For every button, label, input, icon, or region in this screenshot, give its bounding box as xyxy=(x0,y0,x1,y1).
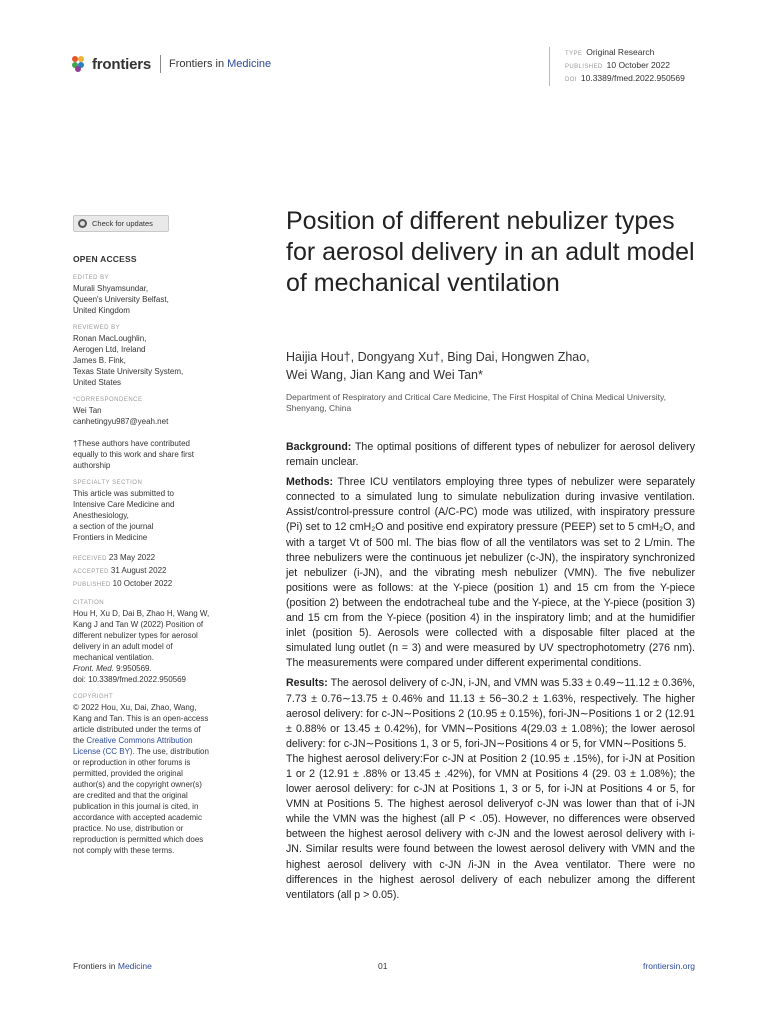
footer-journal: Frontiers in Medicine xyxy=(73,961,152,971)
affiliation: Department of Respiratory and Critical Care Medicine, The First Hospital of China Medical University, Shenyang, China xyxy=(286,392,666,413)
footer-site-link[interactable]: frontiersin.org xyxy=(643,961,695,971)
published-date-side: 10 October 2022 xyxy=(112,579,173,588)
specialty-section-label: SPECIALTY SECTION xyxy=(73,480,143,486)
open-access-label: OPEN ACCESS xyxy=(73,254,137,264)
accepted-date: 31 August 2022 xyxy=(110,566,167,575)
edited-by: Murali Shyamsundar, Queen's University Belfast, United Kingdom xyxy=(73,284,169,315)
correspondence-label: *CORRESPONDENCE xyxy=(73,397,143,403)
dates: RECEIVED 23 May 2022 ACCEPTED 31 August 2022 PUBLISHED 10 October 2022 xyxy=(73,553,173,588)
reviewed-by-label: REVIEWED BY xyxy=(73,325,121,331)
correspondence[interactable]: Wei Tan canhetingyu987@yeah.net xyxy=(73,406,169,426)
divider xyxy=(160,55,161,73)
specialty-section: This article was submitted to Intensive Care Medicine and Anesthesiology, a section of the journal Frontiers in Medicine xyxy=(73,489,175,542)
frontiers-logo-icon xyxy=(72,56,88,72)
abstract-background: Background: The optimal positions of different types of nebulizer for aerosol delivery remain unclear. xyxy=(286,441,695,469)
check-for-updates-button[interactable]: Check for updates xyxy=(73,215,169,232)
journal-name[interactable]: Frontiers in Medicine xyxy=(169,58,272,70)
cc-by-license-link[interactable]: Creative Commons Attribution License (CC BY) xyxy=(73,736,193,756)
abstract xyxy=(286,440,695,908)
article-meta: TYPE Original Research PUBLISHED 10 October 2022 DOI 10.3389/fmed.2022.950569 xyxy=(549,47,685,86)
abstract-results: Results: The aerosol delivery of c-JN, i-JN, and VMN was 5.33 ± 0.49∼11.12 ± 0.36%, 7.73 ± 0.76∼13.75 ± 0.46% and 11.13 ± 56−30.2 ± 1.63%, respectively. The higher aerosol delivery: for c-JN∼Positions 2 (10.95 ± 0.15%), fori-JN∼Positions 1 or 2 (12.91 ± 0.88% or 13.45 ± 0.42%), for VMN∼Positions 4(29.03 ± 1.08%); the lower aerosol delivery: for c-JN∼Positions 1, 3 or 5, fori-JN∼Positions 4 or 5, for VMN∼Positions 5. xyxy=(286,677,695,750)
citation-label: CITATION xyxy=(73,600,105,606)
brand-name: frontiers xyxy=(92,55,152,73)
citation: Hou H, Xu D, Dai B, Zhao H, Wang W, Kang J and Tan W (2022) Position of different nebulizer types for aerosol delivery in an adult model of mechanical ventilation. Front. Med. 9:950569. doi: 10.3389/fmed.2022.950569 xyxy=(73,609,210,684)
received-date: 23 May 2022 xyxy=(108,553,156,562)
abstract-methods: Methods: Three ICU ventilators employing three types of nebulizer were separately connected to a simulated lung to simulate nebulization during invasive ventilation. Assist/control-pressure control (A/C-PC) mode was utilized, with inspiratory pressure (Pi) set to 12 cmH₂O and positive end expiratory pressure (PEEP) set to 5 cmH₂O, and with a target Vt of 500 ml. The bias flow of all the ventilators was set to 2 L/min. The three nebulizers were the continuous jet nebulizer (c-JN), the inspiratory synchronized jet nebulizer (i-JN), and the vibrating mesh nebulizer (VMN). The five nebulizer positions were as follows: at the Y-piece (position 1) and 15 cm from the Y-piece (position 2) between the endotracheal tube and the Y-piece, at the Y-piece (position 3) and 15 cm from the Y-piece (position 4) in the inspiratory limb; and at the humidifier inlet (position 5). Aerosols were collected with a disposable filter placed at the simulated lung outlet (n = 3) and were measured by UV spectrophotometry (276 nm). The measurements were compared under different experimental conditions. xyxy=(286,476,695,670)
article-type: Original Research xyxy=(586,47,655,57)
doi[interactable]: 10.3389/fmed.2022.950569 xyxy=(580,73,685,83)
edited-by-label: EDITED BY xyxy=(73,275,110,281)
abstract-results-continued: The highest aerosol delivery:For c-JN at Position 2 (10.95 ± .15%), for i-JN at Position 1 or 2 (12.91 ± .88% or 13.45 ± .42%), for VMN at Positions 4 (29. 03 ± 1.08%); the lower aerosol delivery: for c-JN at Positions 1, 3 or 5, for i-JN at Positions 4 or 5, for VMN at Positions 5. The highest aerosol deliveryof c-JN was lower than that of i-JN while the VMN was the highest (all P < .05). However, no differences were observed between the highest aerosol delivery with c-JN and the lowest aerosol delivery with i-JN. Similar results were found between the lowest aerosol delivery with VMN and the highest aerosol delivery with c-JN /i-JN in the Avea ventilator. There were no differences in the highest aerosol delivery of each nebulizer among the different ventilators (all p > 0.05). xyxy=(286,752,695,901)
update-icon xyxy=(78,219,87,228)
published-date: 10 October 2022 xyxy=(606,60,670,70)
authors: Haijia Hou†, Dongyang Xu†, Bing Dai, Hongwen Zhao, Wei Wang, Jian Kang and Wei Tan* xyxy=(286,350,590,382)
page-number: 01 xyxy=(378,961,388,971)
sidebar xyxy=(73,254,238,856)
reviewed-by: Ronan MacLoughlin, Aerogen Ltd, Ireland James B. Fink, Texas State University System, United States xyxy=(73,334,184,387)
article-title: Position of different nebulizer types for aerosol delivery in an adult model of mechanical ventilation xyxy=(286,207,695,297)
copyright-label: COPYRIGHT xyxy=(73,694,114,700)
frontiers-logo[interactable] xyxy=(72,55,271,73)
contribution-note: †These authors have contributed equally to this work and share first authorship xyxy=(73,439,194,470)
copyright: © 2022 Hou, Xu, Dai, Zhao, Wang, Kang and Tan. This is an open-access article distributed under the terms of the Creative Commons Attribution License (CC BY). The use, distribution or reproduction in other forums is permitted, provided the original author(s) and the copyright owner(s) are credited and that the original publication in this journal is cited, in accordance with accepted academic practice. No use, distribution or reproduction is permitted which does not comply with these terms. xyxy=(73,703,209,855)
